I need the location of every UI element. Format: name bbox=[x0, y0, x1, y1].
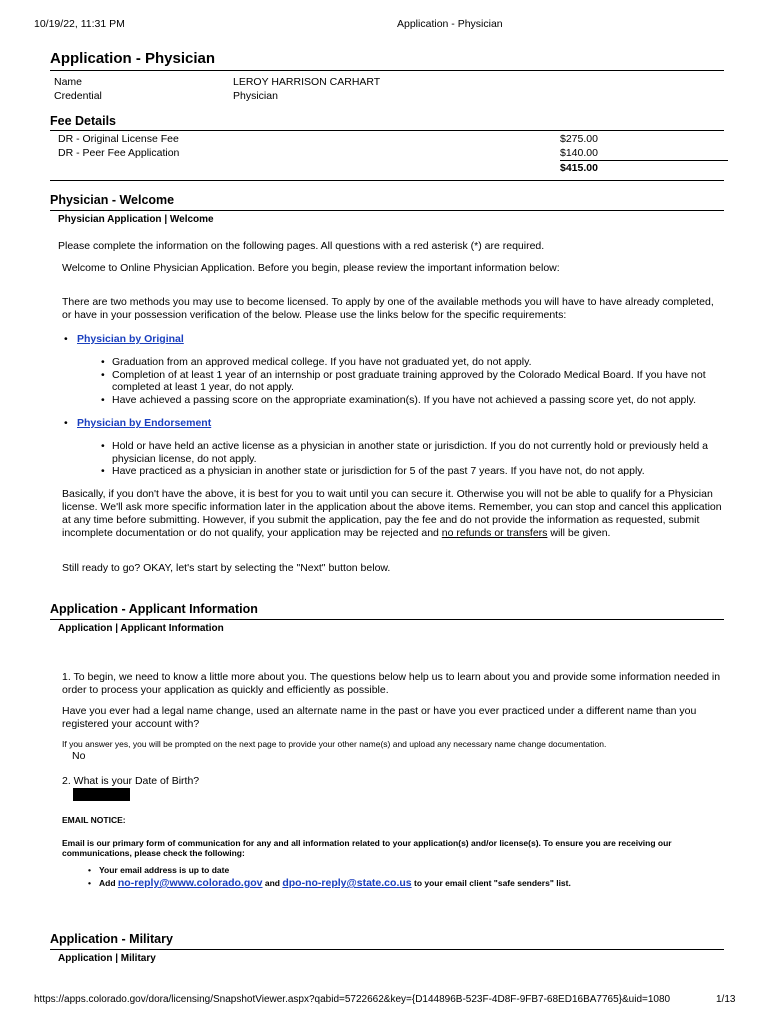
fee-label: DR - Original License Fee bbox=[58, 133, 179, 146]
email-notice-text: Email is our primary form of communication for any and all information related to your application(s) and/or license(s). To ensure you are receiving our communications, please check the following: bbox=[62, 837, 672, 859]
fee-total: $415.00 bbox=[560, 160, 728, 175]
list-item: • Have practiced as a physician in another state or jurisdiction for 5 of the past 7 years. If you have not, do not apply. bbox=[101, 465, 724, 478]
list-item: • Hold or have held an active license as a physician in another state or jurisdiction. If you do not currently hold or previously held a physician license, do not apply. bbox=[101, 440, 724, 465]
question-1: 1. To begin, we need to know a little more about you. The questions below help us to learn about you and provide some information needed in order to process your application as quickly and efficiently as possible. bbox=[62, 670, 721, 696]
military-subheading: Application | Military bbox=[58, 952, 156, 964]
print-date: 10/19/22, 11:31 PM bbox=[34, 18, 125, 30]
text: to your email client "safe senders" list. bbox=[411, 877, 571, 888]
list-item: • Your email address is up to date bbox=[88, 864, 724, 877]
name-change-note: If you answer yes, you will be prompted on the next page to provide your other name(s) and upload any necessary name change documentation. bbox=[62, 739, 607, 749]
text: and bbox=[262, 877, 283, 888]
fee-row bbox=[50, 132, 724, 146]
qualification-text-b: will be given. bbox=[547, 527, 611, 540]
credential-row bbox=[50, 89, 724, 103]
qualification-text bbox=[50, 488, 724, 541]
fee-label: DR - Peer Fee Application bbox=[58, 147, 180, 160]
print-title: Application - Physician bbox=[397, 18, 503, 30]
question-2: 2. What is your Date of Birth? bbox=[62, 774, 200, 787]
name-change-question: Have you ever had a legal name change, used an alternate name in the past or have you ever practiced under a different name than you registered your account with? bbox=[62, 704, 697, 730]
email-notice-title: EMAIL NOTICE: bbox=[62, 815, 126, 825]
fee-details-heading: Fee Details bbox=[50, 114, 724, 132]
print-url: https://apps.colorado.gov/dora/licensing/SnapshotViewer.aspx?qabid=5722662&key={D144896B-523F-4D8F-9FB7-68ED16BA7765}&uid=1080 bbox=[34, 994, 671, 1005]
welcome-heading: Physician - Welcome bbox=[50, 193, 724, 211]
list-item bbox=[64, 333, 724, 406]
credential-value: Physician bbox=[233, 89, 278, 102]
welcome-text: Welcome to Online Physician Application. Before you begin, please review the important information below: bbox=[62, 261, 560, 274]
list-item: • Completion of at least 1 year of an internship or post graduate training approved by the Colorado Medical Board. If you have not completed at least 1 year, do not apply. bbox=[101, 369, 724, 394]
list-item: • Have achieved a passing score on the appropriate examination(s). If you have not achieved a passing score yet, do not apply. bbox=[101, 394, 724, 407]
dpo-email-link[interactable]: dpo-no-reply@state.co.us bbox=[282, 876, 412, 889]
document-body bbox=[50, 50, 724, 965]
list-item bbox=[64, 417, 724, 478]
physician-by-endorsement-link[interactable]: Physician by Endorsement bbox=[77, 417, 212, 430]
credential-label: Credential bbox=[54, 89, 102, 102]
redacted-dob bbox=[73, 788, 130, 801]
name-row bbox=[50, 75, 724, 89]
email-checklist bbox=[50, 864, 724, 890]
military-heading: Application - Military bbox=[50, 932, 724, 950]
text: Add bbox=[99, 877, 118, 888]
requirements-list bbox=[77, 356, 724, 406]
list-item bbox=[88, 877, 724, 890]
welcome-subheading: Physician Application | Welcome bbox=[58, 214, 214, 225]
qualification-text-a: Basically, if you don't have the above, it is best for you to wait until you can secure it. Otherwise you will not be able to qualify for a Physician license. We'll ask more specific information later in the application about the above items. Remember, you can stop and cancel this application at any time before submitting. However, if you submit the application, pay the fee and do not provide the information as requested, submit incomplete documentation or do not qualify, your application may be rejected and bbox=[62, 487, 722, 540]
fee-row bbox=[50, 146, 724, 160]
name-label: Name bbox=[54, 75, 83, 88]
name-value: LEROY HARRISON CARHART bbox=[233, 75, 381, 88]
methods-list bbox=[50, 333, 724, 478]
welcome-intro: Please complete the information on the following pages. All questions with a red asterisk (*) are required. bbox=[58, 239, 545, 252]
no-reply-email-link[interactable]: no-reply@www.colorado.gov bbox=[117, 876, 263, 889]
no-refunds-text: no refunds or transfers bbox=[441, 527, 548, 540]
page-title: Application - Physician bbox=[50, 50, 724, 71]
physician-by-original-link[interactable]: Physician by Original bbox=[77, 333, 184, 345]
fee-amount: $275.00 bbox=[560, 133, 598, 146]
methods-text: There are two methods you may use to become licensed. To apply by one of the available methods you will have to have already completed, or have in your possession verification of the below. Please use the links below for the specific requirements: bbox=[62, 295, 714, 321]
fee-amount: $140.00 bbox=[560, 147, 598, 160]
applicant-info-heading: Application - Applicant Information bbox=[50, 602, 724, 620]
requirements-list bbox=[77, 440, 724, 478]
applicant-info-subheading: Application | Applicant Information bbox=[58, 623, 224, 634]
page-number: 1/13 bbox=[716, 994, 736, 1005]
ready-text: Still ready to go? OKAY, let's start by selecting the "Next" button below. bbox=[62, 562, 391, 575]
name-change-answer: No bbox=[72, 749, 86, 762]
list-item: • Graduation from an approved medical college. If you have not graduated yet, do not apply. bbox=[101, 356, 724, 369]
